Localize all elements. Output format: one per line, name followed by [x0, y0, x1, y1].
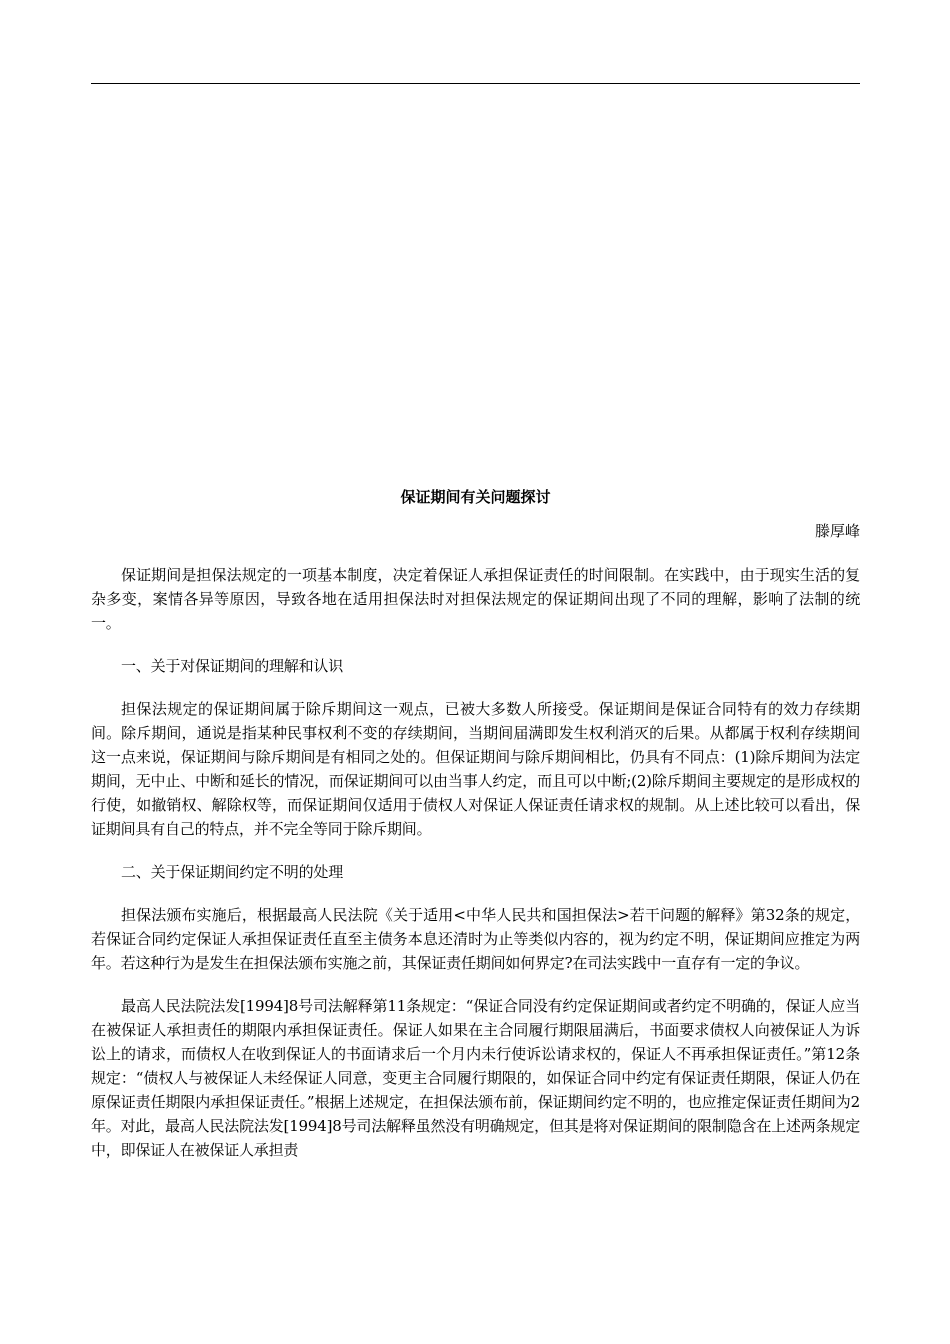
paragraph-section-1: 担保法规定的保证期间属于除斥期间这一观点，已被大多数人所接受。保证期间是保证合同特有的效力存续期间。除斥期间，通说是指某种民事权利不变的存续期间，当期间届满即发生权利消灭的后果。从都属于权利存续期间这一点来说，保证期间与除斥期间是有相同之处的。但保证期间与除斥期间相比，仍具有不同点：(1)除斥期间为法定期间，无中止、中断和延长的情况，而保证期间可以由当事人约定，而且可以中断;(2)除斥期间主要规定的是形成权的行使，如撤销权、解除权等，而保证期间仅适用于债权人对保证人保证责任请求权的规制。从上述比较可以看出，保证期间具有自己的特点，并不完全等同于除斥期间。 [91, 700, 860, 838]
document-title: 保证期间有关问题探讨 [400, 488, 551, 506]
section-heading-1: 一、关于对保证期间的理解和认识 [121, 657, 344, 675]
header-rule [91, 83, 860, 84]
paragraph-section-2a: 担保法颁布实施后，根据最高人民法院《关于适用<中华人民共和国担保法>若干问题的解释》第32条的规定，若保证合同约定保证人承担保证责任直至主债务本息还清时为止等类似内容的，视为约定不明，保证期间应推定为两年。若这种行为是发生在担保法颁布实施之前，其保证责任期间如何界定?在司法实践中一直存有一定的争议。 [91, 906, 860, 972]
section-heading-2: 二、关于保证期间约定不明的处理 [121, 863, 344, 881]
document-author: 滕厚峰 [814, 522, 860, 540]
paragraph-intro: 保证期间是担保法规定的一项基本制度，决定着保证人承担保证责任的时间限制。在实践中，由于现实生活的复杂多变，案情各异等原因，导致各地在适用担保法时对担保法规定的保证期间出现了不同的理解，影响了法制的统一。 [91, 566, 860, 632]
paragraph-section-2b: 最高人民法院法发[1994]8号司法解释第11条规定：“保证合同没有约定保证期间或者约定不明确的，保证人应当在被保证人承担责任的期限内承担保证责任。保证人如果在主合同履行期限届满后，书面要求债权人向被保证人为诉讼上的请求，而债权人在收到保证人的书面请求后一个月内未行使诉讼请求权的，保证人不再承担保证责任。”第12条规定：“债权人与被保证人未经保证人同意，变更主合同履行期限的，如保证合同中约定有保证责任期限，保证人仍在原保证责任期限内承担保证责任。”根据上述规定，在担保法颁布前，保证期间约定不明的，也应推定保证责任期间为2年。对此，最高人民法院法发[1994]8号司法解释虽然没有明确规定，但其是将对保证期间的限制隐含在上述两条规定中，即保证人在被保证人承担责 [91, 997, 860, 1159]
document-body [91, 485, 860, 1162]
